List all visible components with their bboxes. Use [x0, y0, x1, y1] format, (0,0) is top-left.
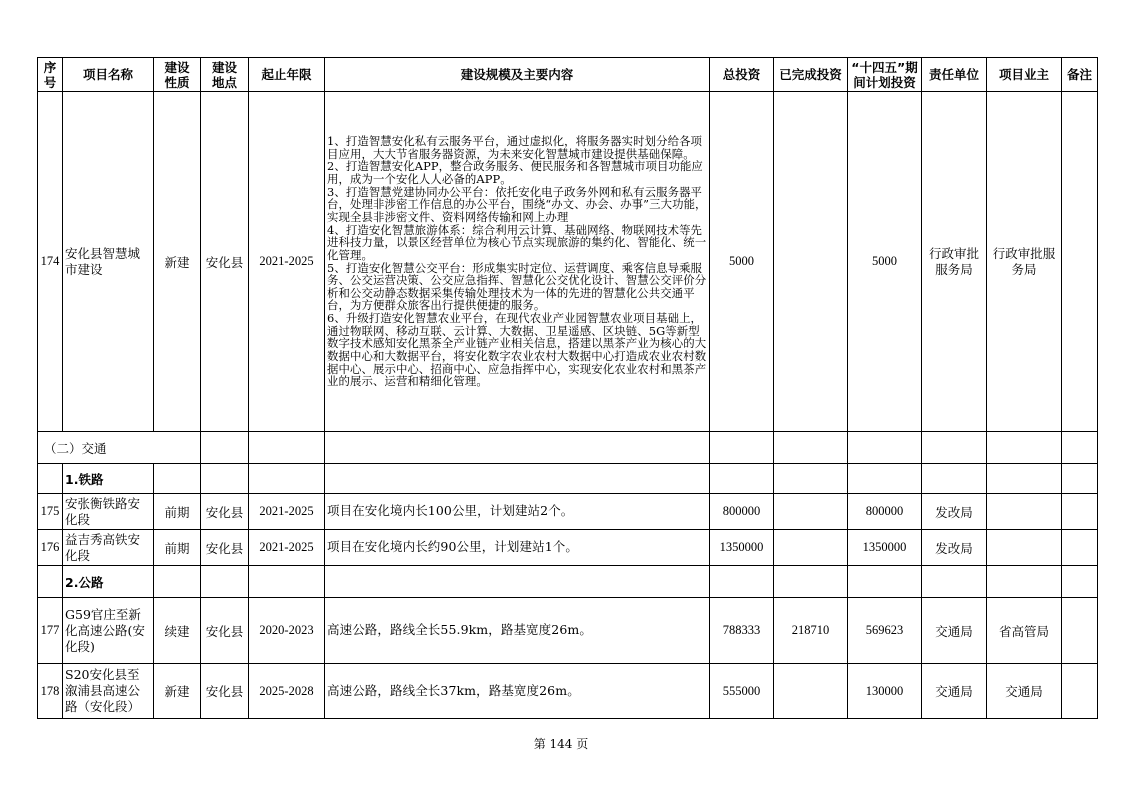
- section-row-traffic: [38, 432, 1098, 464]
- row-seq: 175: [38, 494, 63, 530]
- page-number: 第 144 页: [533, 737, 589, 751]
- content-item-6: 6、升级打造安化智慧农业平台，在现代农业产业园智慧农业项目基础上，通过物联网、移动互联、云计算、大数据、卫星遥感、区块链、5G等新型数字技术感知安化黑茶全产业链产业相关信息，搭建以黑茶产业为核心的大数据中心和大数据平台，将安化数字农业农村大数据中心打造成农业农村数据中心、展示中心、招商中心、应急指挥中心，实现安化农业农村和黑茶产业的展示、运营和精细化管理。: [327, 311, 707, 389]
- subsection-row-road: [38, 566, 1098, 598]
- header-content: 建设规模及主要内容: [325, 58, 710, 92]
- row-resp-unit: 交通局: [922, 598, 987, 664]
- row-nature: 新建: [154, 92, 201, 432]
- row-total: 1350000: [710, 530, 774, 566]
- header-location: 建设地点: [201, 58, 249, 92]
- row-content: 项目在安化境内长100公里，计划建站2个。: [325, 494, 710, 530]
- row-owner: 交通局: [987, 664, 1062, 719]
- header-plan-invest: “十四五”期间计划投资: [848, 58, 922, 92]
- content-item-2: 2、打造智慧安化APP，整合政务服务、便民服务和各智慧城市项目功能应用，成为一个安化人人必备的APP。: [327, 159, 703, 186]
- row-content: 高速公路，路线全长55.9km，路基宽度26m。: [325, 598, 710, 664]
- header-remark: 备注: [1062, 58, 1098, 92]
- row-name: G59官庄至新化高速公路(安化段): [63, 598, 154, 664]
- row-completed: 218710: [774, 598, 848, 664]
- row-owner: 省高管局: [987, 598, 1062, 664]
- header-nature: 建设性质: [154, 58, 201, 92]
- projects-table: [37, 57, 1098, 719]
- row-remark: [1062, 530, 1098, 566]
- row-content: 高速公路，路线全长37km，路基宽度26m。: [325, 664, 710, 719]
- row-owner: [987, 530, 1062, 566]
- row-name: 安化县智慧城市建设: [63, 92, 154, 432]
- row-period: 2021-2025: [249, 494, 325, 530]
- row-remark: [1062, 664, 1098, 719]
- header-period: 起止年限: [249, 58, 325, 92]
- content-item-3: 3、打造智慧党建协同办公平台：依托安化电子政务外网和私有云服务器平台，处理非涉密工作信息的办公平台，围绕“办文、办会、办事”三大功能，实现全县非涉密文件、资料网络传输和网上办理: [327, 184, 707, 224]
- row-remark: [1062, 598, 1098, 664]
- content-item-4: 4、打造安化智慧旅游体系：综合利用云计算、基础网络、物联网技术等先进科技力量，以景区经营单位为核心节点实现旅游的集约化、智能化、统一化管理。: [327, 222, 707, 262]
- row-seq: 177: [38, 598, 63, 664]
- row-period: 2025-2028: [249, 664, 325, 719]
- table-row: [38, 598, 1098, 664]
- row-resp-unit: 发改局: [922, 530, 987, 566]
- content-item-5: 5、打造安化智慧公交平台：形成集实时定位、运营调度、乘客信息导乘服务、公交运营决策、公交应急指挥、智慧化公交优化设计、智慧公交评价分析和公交动静态数据采集传输处理技术为一体的先进的智慧化公共交通平台，为方便群众旅客出行提供便捷的服务。: [327, 260, 707, 313]
- row-name: S20安化县至溆浦县高速公路（安化段）: [63, 664, 154, 719]
- row-total: 5000: [710, 92, 774, 432]
- row-resp-unit: 发改局: [922, 494, 987, 530]
- row-completed: [774, 530, 848, 566]
- row-period: 2021-2025: [249, 92, 325, 432]
- table-row: [38, 664, 1098, 719]
- row-nature: 续建: [154, 598, 201, 664]
- row-period: 2021-2025: [249, 530, 325, 566]
- row-seq: 174: [38, 92, 63, 432]
- row-owner: [987, 494, 1062, 530]
- row-remark: [1062, 494, 1098, 530]
- row-name: 益吉秀高铁安化段: [63, 530, 154, 566]
- row-seq: 178: [38, 664, 63, 719]
- row-completed: [774, 92, 848, 432]
- header-completed-invest: 已完成投资: [774, 58, 848, 92]
- subsection-title: 1.铁路: [63, 464, 154, 494]
- row-plan: 130000: [848, 664, 922, 719]
- header-seq: 序号: [38, 58, 63, 92]
- header-resp-unit: 责任单位: [922, 58, 987, 92]
- row-plan: 1350000: [848, 530, 922, 566]
- row-content: 项目在安化境内长约90公里，计划建站1个。: [325, 530, 710, 566]
- table-row: [38, 494, 1098, 530]
- row-resp-unit: 交通局: [922, 664, 987, 719]
- table-row: [38, 92, 1098, 432]
- content-item-1: 1、打造智慧安化私有云服务平台，通过虚拟化，将服务器实时划分给各项目应用，大大节省服务器资源，为未来安化智慧城市建设提供基础保障。: [327, 133, 703, 161]
- row-seq: 176: [38, 530, 63, 566]
- subsection-title: 2.公路: [63, 566, 154, 598]
- row-total: 788333: [710, 598, 774, 664]
- row-location: 安化县: [201, 494, 249, 530]
- table-header-row: [38, 58, 1098, 92]
- row-total: 555000: [710, 664, 774, 719]
- header-owner: 项目业主: [987, 58, 1062, 92]
- row-period: 2020-2023: [249, 598, 325, 664]
- row-resp-unit: 行政审批服务局: [922, 92, 987, 432]
- row-location: 安化县: [201, 92, 249, 432]
- row-location: 安化县: [201, 598, 249, 664]
- row-completed: [774, 494, 848, 530]
- table-row: [38, 530, 1098, 566]
- row-plan: 5000: [848, 92, 922, 432]
- row-location: 安化县: [201, 664, 249, 719]
- row-completed: [774, 664, 848, 719]
- row-nature: 前期: [154, 530, 201, 566]
- header-total-invest: 总投资: [710, 58, 774, 92]
- subsection-row-rail: [38, 464, 1098, 494]
- row-content: [325, 92, 710, 432]
- header-name: 项目名称: [63, 58, 154, 92]
- row-plan: 800000: [848, 494, 922, 530]
- row-total: 800000: [710, 494, 774, 530]
- row-location: 安化县: [201, 530, 249, 566]
- section-title: （二）交通: [38, 432, 201, 464]
- row-name: 安张衡铁路安化段: [63, 494, 154, 530]
- row-nature: 新建: [154, 664, 201, 719]
- row-plan: 569623: [848, 598, 922, 664]
- row-nature: 前期: [154, 494, 201, 530]
- row-remark: [1062, 92, 1098, 432]
- row-owner: 行政审批服务局: [987, 92, 1062, 432]
